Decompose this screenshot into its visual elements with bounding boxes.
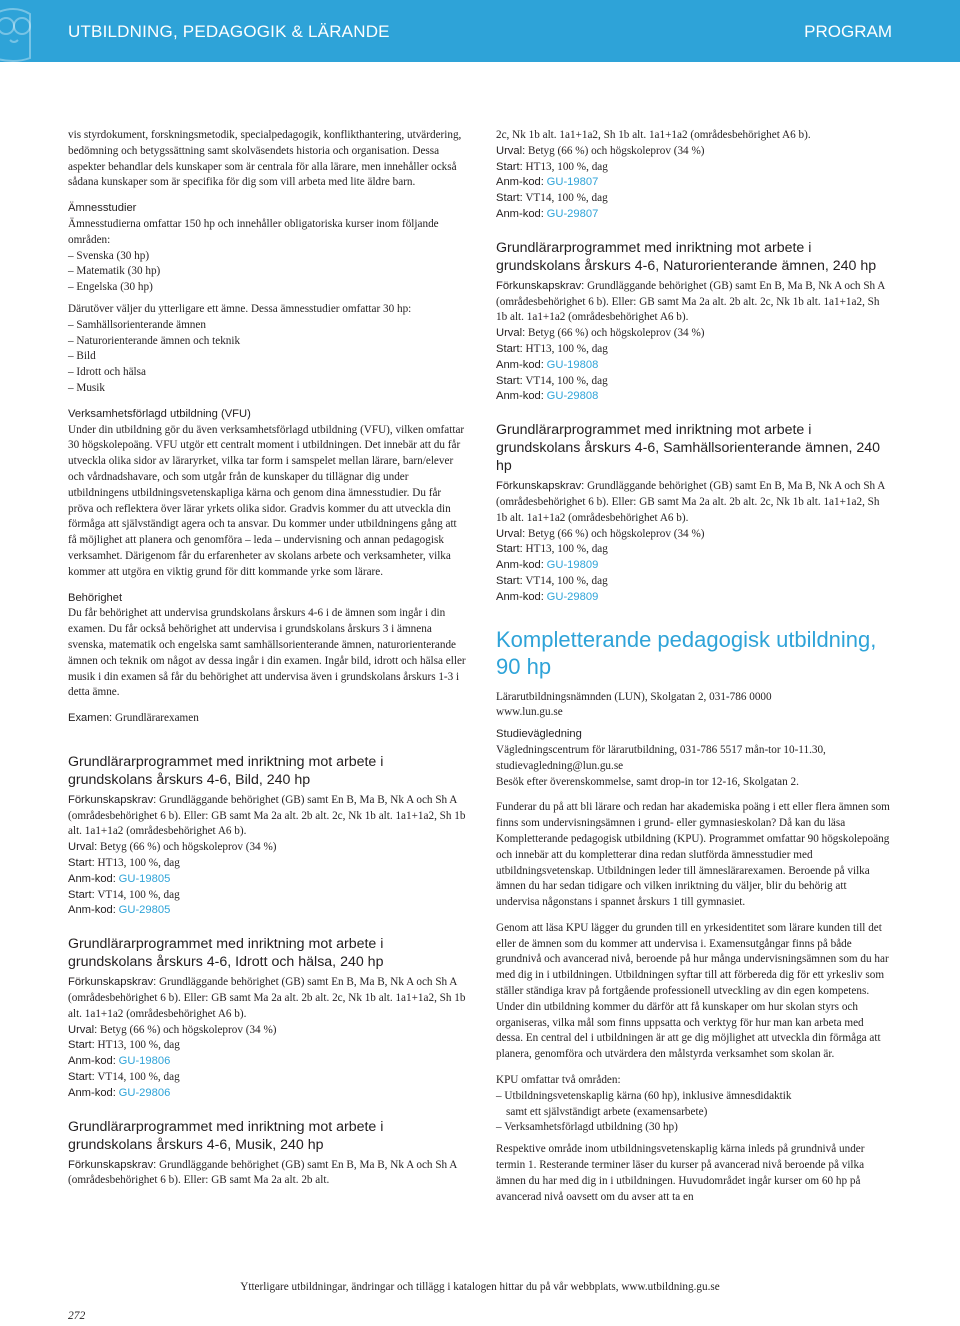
studievagledning-email-link[interactable]: studievagledning@lun.gu.se	[496, 759, 624, 772]
selection	[68, 1023, 468, 1039]
application-code-value: GU-29808	[546, 390, 599, 403]
start-label: Start:	[68, 857, 95, 870]
application-code	[68, 1086, 468, 1102]
prerequisites-value: Grundläggande behörighet (GB) samt En B, Ma B, Nk A och Sh A (områdesbehörighet 6 b). Eller: GB samt Ma 2a alt. 2b alt.	[68, 1158, 457, 1187]
program-title: Grundlärarprogrammet med inriktning mot arbete i grundskolans årskurs 4-6, Naturorienterande ämnen, 240 hp	[496, 239, 877, 274]
kpu-list-intro: KPU omfattar två områden:	[496, 1074, 621, 1087]
prerequisites-continued: 2c, Nk 1b alt. 1a1+1a2, Sh 1b alt. 1a1+1a2 (områdesbehörighet A6 b).	[496, 129, 811, 141]
selection-label: Urval:	[496, 527, 526, 540]
prerequisites-label: Förkunskapskrav:	[68, 793, 157, 806]
amnesstudier-heading: Ämnesstudier	[68, 202, 137, 215]
amnesstudier-text-2: Därutöver väljer du ytterligare ett ämne. Dessa ämnesstudier omfattar 30 hp:	[68, 302, 412, 315]
application-code	[496, 358, 892, 374]
program-title: Grundlärarprogrammet med inriktning mot arbete i grundskolans årskurs 4-6, Samhällsorienterande ämnen, 240 hp	[496, 422, 881, 475]
examen-line	[68, 711, 468, 727]
prerequisites	[68, 975, 468, 1022]
prerequisites	[496, 479, 892, 526]
application-code-label: Anm-kod:	[496, 590, 544, 603]
intro-paragraph: vis styrdokument, forskningsmetodik, specialpedagogik, konflikthantering, utvärdering, bedömning och betygssättning samt skolväsendets historia och organisation. Dessa aspekter behandlar dels kunskaper som är centrala för alla lärare, men innehåller också sådana kunskaper som är specifika för dig som vill arbeta med lite äldre barn.	[68, 129, 462, 189]
application-code	[68, 872, 468, 888]
studievagledning-heading: Studievägledning	[496, 728, 582, 741]
list-item: – Svenska (30 hp)	[68, 249, 150, 262]
application-code-value: GU-19809	[546, 559, 599, 572]
application-code-value: GU-19807	[546, 176, 599, 189]
page-number: 272	[68, 1310, 86, 1322]
application-code-value: GU-19805	[118, 872, 171, 885]
kpu-paragraph-1: Funderar du på att bli lärare och redan har akademiska poäng i ett eller flera ämnen som finns som undervisningsämnen i grund- eller gymnasieskolan? Då kan du läsa Kompletterande pedagogisk utbildning (KPU). Programmet omfattar 90 högskolepoäng och innebär att du kompletterar dina redan slutförda ämnesstudier med utbildningsvetenskap. Utbildningen leder till ämneslärarexamen. Beroende på vilka ämnen du har sedan tidigare och vilken inriktning du väljer, blir du behörig att undervisa någonstans i spannet årskurs 1 till gymnasiet.	[496, 801, 890, 909]
start-value: VT14, 100 %, dag	[97, 888, 180, 901]
start	[496, 342, 892, 358]
start	[68, 856, 468, 872]
page-header	[0, 0, 960, 62]
left-column	[68, 128, 468, 1189]
start-label: Start:	[68, 1071, 95, 1084]
start-value: VT14, 100 %, dag	[525, 374, 608, 387]
start-value: VT14, 100 %, dag	[97, 1071, 180, 1084]
start-label: Start:	[496, 342, 523, 355]
program-title: Grundlärarprogrammet med inriktning mot arbete i grundskolans årskurs 4-6, Musik, 240 hp	[68, 1118, 384, 1153]
application-code-label: Anm-kod:	[496, 358, 544, 371]
start	[496, 374, 892, 390]
studievagledning-text: Vägledningscentrum för lärarutbildning, 031-786 5517 mån-tor 10-11.30,	[496, 743, 826, 756]
selection	[68, 840, 468, 856]
vfu-text: Under din utbildning gör du även verksamhetsförlagd utbildning (VFU), vilken omfattar 30 högskolepoäng. VFU utgör ett centralt moment i utbildningen. Det innebär att du får utveckla olika sidor av läraryrket, vilka tar form i samspelet mellan lärare, barn/elever och vårdnadshavare, och som utgår från de kunskaper du tillägnar dig under utbildningens utbildningsvetenskapliga kärna och genom dina ämnesstudier. Du får pröva och reflektera över lärar yrkets olika sidor. Gradvis kommer du att utveckla din förmåga att självständigt agera och ta ansvar. Du kommer under utbildningens gång att få möjlighet att planera och genomföra – leda – undervisning och annan pedagogisk verksamhet. Därigenom får du erfarenheter av skolans arbete och verksamheter, vilka kommer att utgöra en viktig grund för ditt kommande yrke som lärare.	[68, 423, 465, 578]
selection-label: Urval:	[496, 327, 526, 340]
application-code-value: GU-29809	[546, 590, 599, 603]
section-title: UTBILDNING, PEDAGOGIK & LÄRANDE	[68, 22, 390, 41]
kpu-paragraph-3: Respektive område inom utbildningsvetenskaplig kärna inleds på grundnivå under termin 1. Resterande terminer läser du kurser på avancerad nivå beroende på vilka ämnen du har med dig in i utbildningen. Huvudområdet ingår kurser om 60 hp på avancerad nivå oavsett om du avser att ta en	[496, 1143, 865, 1203]
prerequisites-label: Förkunskapskrav:	[496, 279, 585, 292]
examen-value: Grundlärarexamen	[114, 712, 199, 725]
start	[496, 542, 892, 558]
start	[68, 888, 468, 904]
prerequisites-value: Grundläggande behörighet (GB) samt En B, Ma B, Nk A och Sh A (områdesbehörighet 6 b). Eller: GB samt Ma 2a alt. 2b alt. 2c, Nk 1b alt. 1a1+1a2, Sh 1b alt. 1a1+1a2 (områdesbehörighet A6 b).	[496, 279, 885, 324]
application-code-label: Anm-kod:	[496, 390, 544, 403]
studievagledning-visit: Besök efter överenskommelse, samt drop-in tor 12-16, Skolgatan 2.	[496, 775, 799, 788]
application-code-value: GU-29805	[118, 904, 171, 917]
prerequisites	[496, 279, 892, 326]
footer-note: Ytterligare utbildningar, ändringar och tillägg i katalogen hittar du på vår webbplats, www.utbildning.gu.se	[240, 1281, 720, 1293]
start-label: Start:	[496, 160, 523, 173]
selection-value: Betyg (66 %) och högskoleprov (34 %)	[528, 327, 705, 340]
selection-label: Urval:	[496, 144, 526, 157]
start	[68, 1038, 468, 1054]
application-code-label: Anm-kod:	[496, 207, 544, 220]
list-item: – Bild	[68, 350, 96, 363]
kpu-website-link[interactable]: www.lun.gu.se	[496, 706, 563, 719]
start-value: HT13, 100 %, dag	[97, 1039, 180, 1052]
selection	[496, 527, 892, 543]
examen-label: Examen:	[68, 712, 113, 725]
application-code-label: Anm-kod:	[68, 1086, 116, 1099]
list-item: samt ett självständigt arbete (examensarbete)	[506, 1105, 708, 1118]
prerequisites-label: Förkunskapskrav:	[68, 976, 157, 989]
prerequisites-label: Förkunskapskrav:	[68, 1158, 157, 1171]
list-item: – Verksamhetsförlagd utbildning (30 hp)	[496, 1121, 678, 1134]
application-code	[496, 175, 892, 191]
prerequisites-label: Förkunskapskrav:	[496, 480, 585, 493]
application-code-value: GU-29807	[546, 207, 599, 220]
application-code-value: GU-29806	[118, 1086, 171, 1099]
list-item: – Musik	[68, 381, 105, 394]
prerequisites	[68, 793, 468, 840]
list-item: – Engelska (30 hp)	[68, 281, 153, 294]
selection-label: Urval:	[68, 841, 98, 854]
selection-label: Urval:	[68, 1023, 98, 1036]
selection	[496, 326, 892, 342]
selection-value: Betyg (66 %) och högskoleprov (34 %)	[100, 841, 277, 854]
application-code-label: Anm-kod:	[496, 176, 544, 189]
start-label: Start:	[496, 543, 523, 556]
program-title: Grundlärarprogrammet med inriktning mot arbete i grundskolans årskurs 4-6, Bild, 240 hp	[68, 753, 384, 788]
selection	[496, 144, 892, 160]
start-value: VT14, 100 %, dag	[525, 192, 608, 205]
start-label: Start:	[496, 374, 523, 387]
list-item: – Utbildningsvetenskaplig kärna (60 hp), inklusive ämnesdidaktik	[496, 1089, 792, 1102]
application-code-label: Anm-kod:	[68, 1055, 116, 1068]
program-title: Grundlärarprogrammet med inriktning mot arbete i grundskolans årskurs 4-6, Idrott och hälsa, 240 hp	[68, 936, 384, 971]
application-code-value: GU-19806	[118, 1055, 171, 1068]
start-label: Start:	[68, 888, 95, 901]
application-code	[496, 558, 892, 574]
behorighet-text: Du får behörighet att undervisa grundskolans årskurs 4-6 i de ämnen som ingår i din examen. Du får också behörighet att undervisa i grundskolans årskurs 3 i ämnena svenska, matematik och engelska samt samhällsorienterande ämnen, naturorienterande ämnen och teknik om något av dessa ingår i din examen. Ingår bild, idrott och hälsa eller musik i din examen så får du behörighet att undervisa även i grundskolans årskurs 1-3 i detta ämne.	[68, 607, 466, 699]
list-item: – Matematik (30 hp)	[68, 265, 161, 278]
behorighet-heading: Behörighet	[68, 591, 123, 604]
prerequisites-value: Grundläggande behörighet (GB) samt En B, Ma B, Nk A och Sh A (områdesbehörighet 6 b). Eller: GB samt Ma 2a alt. 2b alt. 2c, Nk 1b alt. 1a1+1a2, Sh 1b alt. 1a1+1a2 (områdesbehörighet A6 b).	[68, 976, 466, 1020]
start-value: HT13, 100 %, dag	[525, 160, 608, 173]
start-value: HT13, 100 %, dag	[97, 857, 180, 870]
start	[68, 1070, 468, 1086]
selection-value: Betyg (66 %) och högskoleprov (34 %)	[528, 144, 705, 157]
vfu-heading: Verksamhetsförlagd utbildning (VFU)	[68, 407, 251, 420]
application-code	[68, 903, 468, 919]
start-value: HT13, 100 %, dag	[525, 543, 608, 556]
kpu-title: Kompletterande pedagogisk utbildning, 90 hp	[496, 626, 877, 679]
application-code-label: Anm-kod:	[68, 904, 116, 917]
application-code-label: Anm-kod:	[496, 559, 544, 572]
start-label: Start:	[496, 574, 523, 587]
prerequisites-value: Grundläggande behörighet (GB) samt En B, Ma B, Nk A och Sh A (områdesbehörighet 6 b). Eller: GB samt Ma 2a alt. 2b alt. 2c, Nk 1b alt. 1a1+1a2, Sh 1b alt. 1a1+1a2 (områdesbehörighet A6 b).	[68, 793, 466, 838]
prerequisites-value: Grundläggande behörighet (GB) samt En B, Ma B, Nk A och Sh A (områdesbehörighet 6 b). Eller: GB samt Ma 2a alt. 2b alt. 2c, Nk 1b alt. 1a1+1a2, Sh 1b alt. 1a1+1a2 (områdesbehörighet A6 b).	[496, 480, 885, 524]
start-label: Start:	[68, 1039, 95, 1052]
application-code	[68, 1054, 468, 1070]
section-label: PROGRAM	[804, 22, 892, 41]
start-value: VT14, 100 %, dag	[525, 574, 608, 587]
prerequisites	[68, 1158, 468, 1190]
application-code-value: GU-19808	[546, 358, 599, 371]
right-column	[496, 128, 892, 1205]
selection-value: Betyg (66 %) och högskoleprov (34 %)	[528, 527, 705, 540]
start	[496, 574, 892, 590]
start	[496, 160, 892, 176]
amnesstudier-text: Ämnesstudierna omfattar 150 hp och innehåller obligatoriska kurser inom följande områden:	[68, 217, 439, 246]
kpu-paragraph-2: Genom att läsa KPU lägger du grunden till en yrkesidentitet som lärare kunden till det eller de ämnen som du kommer att undervisa i. Examensutgångar finns på både grundnivå och avancerad nivå, beroende på hur många undervisningsämnen som du har med dig in i utbildningen. Utbildningen syftar till att förbereda dig för ett yrkesliv som ställer ständiga krav på fortgående professionell utveckling av din egen kompetens. Under din utbildning kommer du därför att få kunskaper om hur skolan styrs och organiseras, vilka mål som finns uppsatta och verktyg för hur man kan arbeta med dessa. En central del i utbildningen är att ge dig möjlighet att utveckla din förmåga att planera, genomföra och utvärdera den målstyrda verksamhet som skolan är.	[496, 921, 889, 1061]
start	[496, 191, 892, 207]
selection-value: Betyg (66 %) och högskoleprov (34 %)	[100, 1023, 277, 1036]
kpu-contact: Lärarutbildningsnämnden (LUN), Skolgatan 2, 031-786 0000	[496, 690, 772, 703]
list-item: – Idrott och hälsa	[68, 366, 146, 379]
start-value: HT13, 100 %, dag	[525, 342, 608, 355]
owl-icon	[0, 0, 40, 62]
application-code	[496, 389, 892, 405]
start-label: Start:	[496, 192, 523, 205]
application-code	[496, 207, 892, 223]
application-code-label: Anm-kod:	[68, 872, 116, 885]
application-code	[496, 590, 892, 606]
list-item: – Naturorienterande ämnen och teknik	[68, 334, 241, 347]
list-item: – Samhällsorienterande ämnen	[68, 318, 206, 331]
